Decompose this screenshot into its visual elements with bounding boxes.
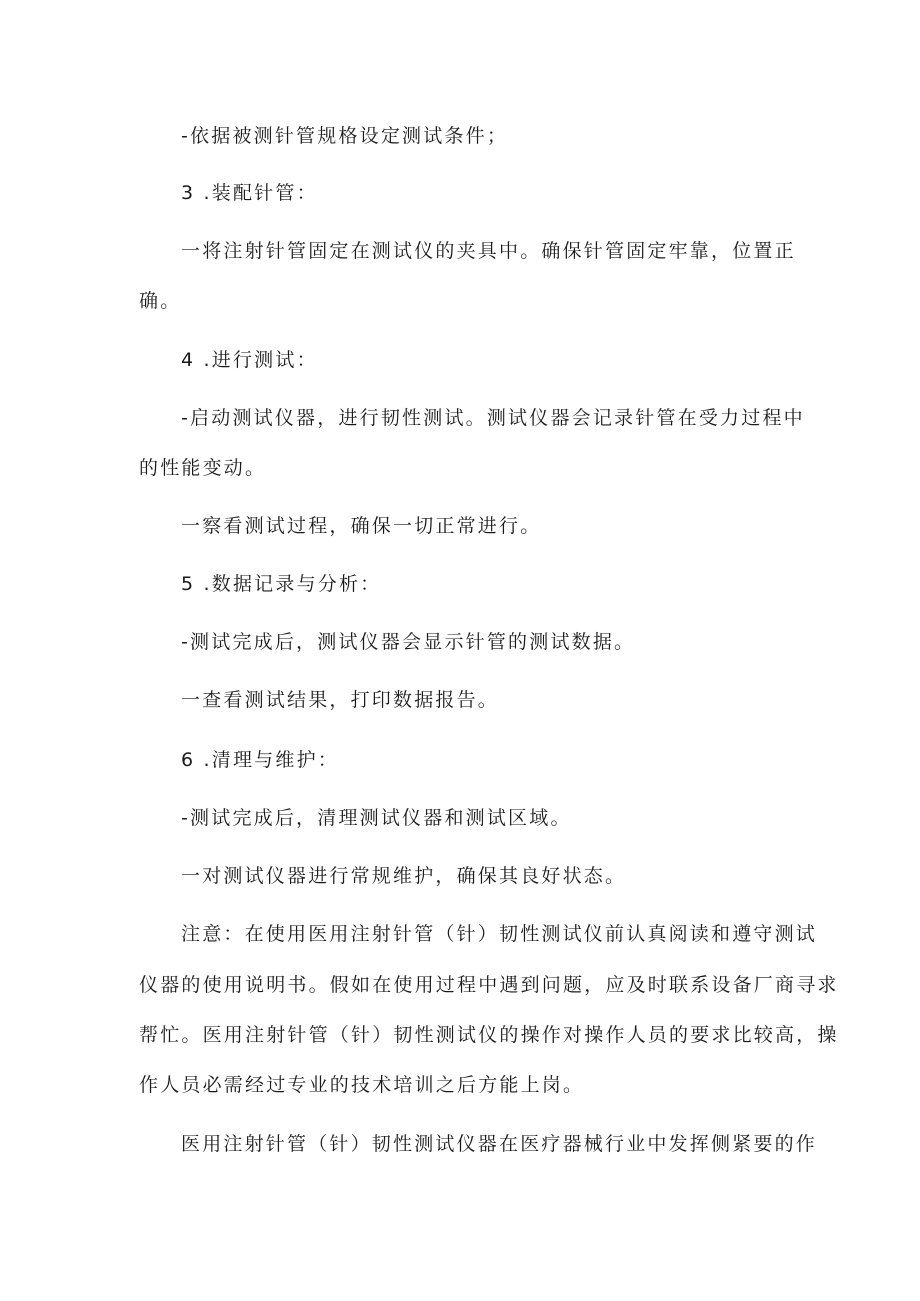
step-2-detail-line: -依据被测针管规格设定测试条件； [181,125,509,147]
step-3-detail-line-cont: 确。 [139,290,182,312]
note-paragraph-line-2: 仪器的使用说明书。假如在使用过程中遇到问题，应及时联系设备厂商寻求 [139,974,839,996]
step-5-detail-line: -测试完成后，测试仪器会显示针管的测试数据。 [181,631,636,653]
step-6-detail-line: -测试完成后，清理测试仪器和测试区域。 [181,807,572,829]
step-5-detail-line-2: 一查看测试结果，打印数据报告。 [181,689,500,711]
step-6-detail-line-2: 一对测试仪器进行常规维护，确保其良好状态。 [181,865,627,887]
step-4-detail-line: -启动测试仪器，进行韧性测试。测试仪器会记录针管在受力过程中 [181,407,805,429]
step-6-heading: 6 .清理与维护： [181,749,339,771]
step-3-detail-line: 一将注射针管固定在测试仪的夹具中。确保针管固定牢靠，位置正 [181,240,796,262]
step-3-heading: 3 .装配针管： [181,182,318,204]
step-5-heading: 5 .数据记录与分析： [181,573,382,595]
note-paragraph-line-4: 作人员必需经过专业的技术培训之后方能上岗。 [139,1074,585,1096]
note-paragraph-line-1: 注意：在使用医用注射针管（针）韧性测试仪前认真阅读和遵守测试 [181,923,818,945]
note-paragraph-line-3: 帮忙。医用注射针管（针）韧性测试仪的操作对操作人员的要求比较高，操 [139,1024,839,1046]
step-4-detail-line-cont: 的性能变动。 [139,457,267,479]
step-4-heading: 4 .进行测试： [181,349,318,371]
step-4-detail-line-2: 一察看测试过程，确保一切正常进行。 [181,515,542,537]
closing-paragraph-line-1: 医用注射针管（针）韧性测试仪器在医疗器械行业中发挥侧紧要的作 [181,1133,818,1155]
